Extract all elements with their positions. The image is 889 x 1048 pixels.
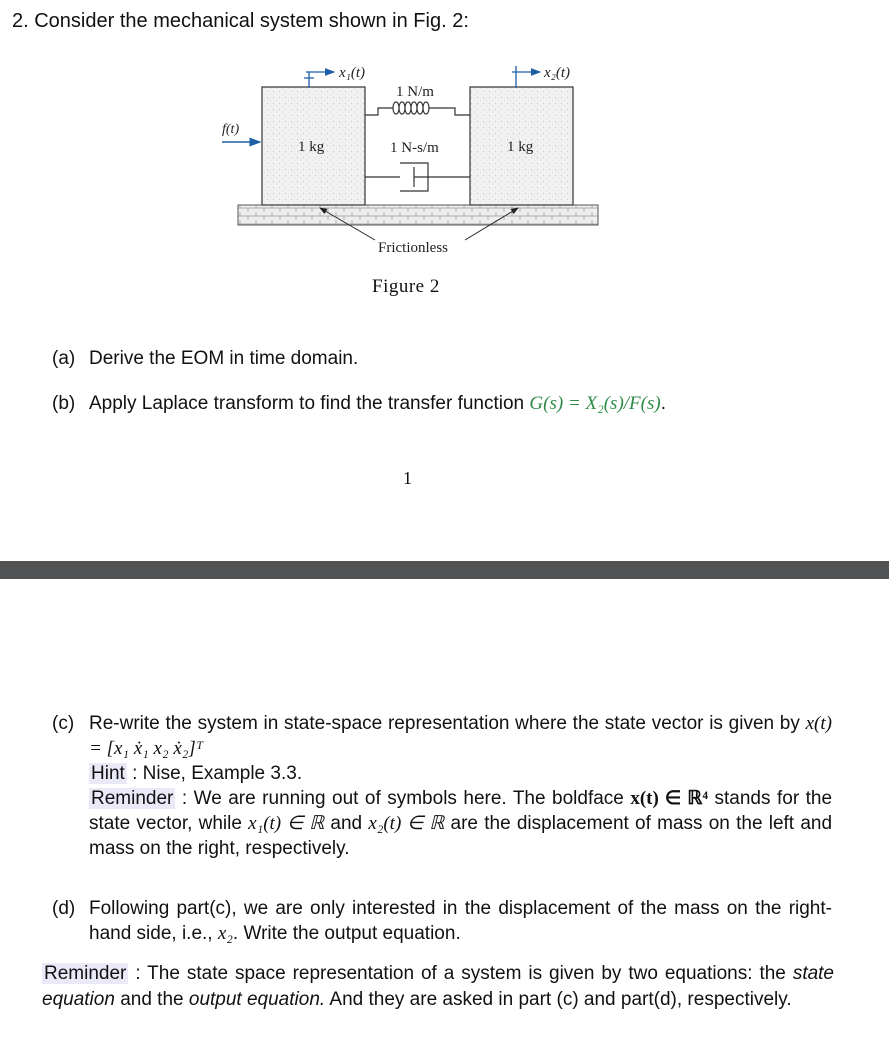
part-c (52, 711, 832, 861)
final-reminder-text-2: and the (120, 989, 184, 1010)
page-number: 1 (403, 468, 412, 488)
reminder-text-3: and (330, 813, 363, 834)
final-reminder (42, 961, 834, 1013)
frictionless-label: Frictionless (378, 240, 448, 256)
part-d-math: x₂ (217, 923, 233, 944)
ground-surface (238, 205, 598, 225)
hint-label: Hint (91, 763, 125, 784)
part-b-label: (b) (52, 393, 76, 414)
part-d-label: (d) (52, 898, 76, 919)
part-b-end: . (660, 393, 666, 414)
mass1-label: 1 kg (298, 139, 325, 155)
state-equation-term: state equation (42, 963, 835, 1010)
spring-label: 1 N/m (396, 84, 434, 100)
transfer-function: G(s) = X₂(s)/F(s) (529, 393, 661, 414)
hint-line (52, 761, 832, 786)
hint-text: : Nise, Example 3.3. (132, 763, 303, 784)
state-vector: x(t) = [x₁ ẋ₁ x₂ ẋ₂]ᵀ (89, 713, 832, 759)
reminder-math-2: x₁(t) ∈ ℝ (248, 813, 325, 834)
part-b-text: Apply Laplace transform to find the transfer function (89, 393, 525, 414)
output-equation-term: output equation. (188, 989, 326, 1010)
mechanical-system-figure (200, 60, 620, 310)
reminder-block (52, 786, 832, 861)
page-divider (0, 561, 889, 579)
final-reminder-text-1: : The state space representation of a system is given by two equations: the (135, 963, 786, 984)
part-d (52, 896, 832, 946)
force-label: f(t) (222, 122, 240, 137)
part-b (52, 391, 666, 416)
reminder-math-1: x(t) ∈ ℝ⁴ (630, 788, 709, 809)
damper (365, 163, 470, 191)
x1-label: x₁(t) (339, 65, 366, 81)
damper-label: 1 N-s/m (390, 140, 439, 156)
reminder-text-4: are the displacement of mass on the left and mass on the right, respectively. (89, 813, 833, 859)
reminder-text-1: : We are running out of symbols here. The boldface (181, 788, 624, 809)
question-header: 2. Consider the mechanical system shown in Fig. 2: (12, 10, 469, 32)
part-c-text: Re-write the system in state-space representation where the state vector is given by (89, 713, 800, 734)
reminder-math-3: x₂(t) ∈ ℝ (368, 813, 445, 834)
part-d-text-1: Following part(c), we are only interested in the displacement of the mass on the right-hand side, i.e., (89, 898, 832, 944)
reminder-label: Reminder (91, 788, 174, 809)
part-a-label: (a) (52, 348, 76, 369)
x2-label: x₂(t) (544, 65, 571, 81)
final-reminder-text-3: And they are asked in part (c) and part(d), respectively. (329, 989, 792, 1010)
figure-caption: Figure 2 (372, 276, 440, 297)
part-a-text: Derive the EOM in time domain. (89, 348, 359, 369)
mass2-label: 1 kg (507, 139, 534, 155)
final-reminder-label: Reminder (44, 963, 127, 984)
part-d-text-2: . Write the output equation. (232, 923, 461, 944)
spring (365, 102, 470, 115)
reminder-text-2: stands for the state vector, while (89, 788, 833, 834)
part-a (52, 346, 358, 371)
part-c-label: (c) (52, 713, 75, 734)
